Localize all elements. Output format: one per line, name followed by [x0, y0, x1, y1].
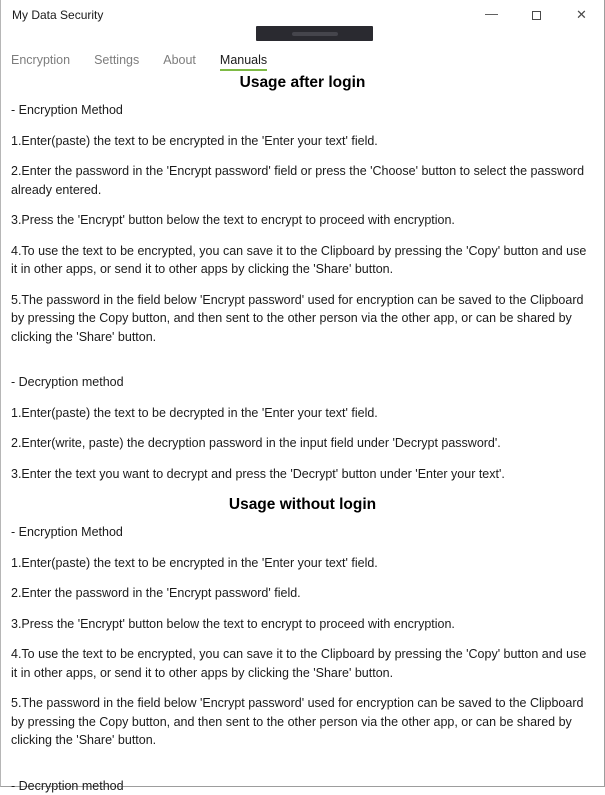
minimize-icon: —	[485, 6, 498, 21]
paragraph: - Decryption method	[11, 373, 594, 392]
paragraph: 3.Enter the text you want to decrypt and press the 'Decrypt' button under 'Enter your text'.	[11, 465, 594, 484]
paragraph: 2.Enter the password in the 'Encrypt password' field.	[11, 584, 594, 603]
paragraph: 2.Enter(write, paste) the decryption password in the input field under 'Decrypt password'.	[11, 434, 594, 453]
paragraph: 4.To use the text to be encrypted, you can save it to the Clipboard by pressing the 'Copy' button and use it in other apps, or send it to other apps by clicking the 'Share' button.	[11, 242, 594, 279]
close-icon: ✕	[576, 7, 587, 23]
tab-encryption[interactable]: Encryption	[11, 52, 70, 68]
banner-handle-icon	[292, 32, 338, 36]
paragraph: 3.Press the 'Encrypt' button below the text to encrypt to proceed with encryption.	[11, 615, 594, 634]
minimize-button[interactable]	[469, 0, 514, 30]
paragraph: - Encryption Method	[11, 523, 594, 542]
tab-manuals[interactable]: Manuals	[220, 52, 267, 71]
paragraph: 2.Enter the password in the 'Encrypt password' field or press the 'Choose' button to select the password already entered.	[11, 162, 594, 199]
paragraph: 4.To use the text to be encrypted, you can save it to the Clipboard by pressing the 'Copy' button and use it in other apps, or send it to other apps by clicking the 'Share' button.	[11, 645, 594, 682]
paragraph: 1.Enter(paste) the text to be decrypted in the 'Enter your text' field.	[11, 404, 594, 423]
close-button[interactable]	[559, 0, 604, 30]
maximize-button[interactable]	[514, 0, 559, 30]
paragraph: 5.The password in the field below 'Encrypt password' used for encryption can be saved to the Clipboard by pressing the Copy button, and then sent to the other person via the other app, or can be shared by clicking the 'Share' button.	[11, 291, 594, 347]
tab-bar	[1, 52, 604, 72]
window-controls	[469, 0, 604, 30]
collapsed-banner	[256, 26, 373, 41]
tab-settings[interactable]: Settings	[94, 52, 139, 68]
section-heading-usage-after-login: Usage after login	[11, 73, 594, 92]
paragraph: 1.Enter(paste) the text to be encrypted in the 'Enter your text' field.	[11, 132, 594, 151]
paragraph: - Encryption Method	[11, 101, 594, 120]
tab-about[interactable]: About	[163, 52, 196, 68]
paragraph: 1.Enter(paste) the text to be encrypted in the 'Enter your text' field.	[11, 554, 594, 573]
paragraph: - Decryption method	[11, 777, 594, 795]
paragraph: 3.Press the 'Encrypt' button below the text to encrypt to proceed with encryption.	[11, 211, 594, 230]
manual-content	[1, 73, 604, 795]
paragraph: 5.The password in the field below 'Encrypt password' used for encryption can be saved to the Clipboard by pressing the Copy button, and then sent to the other person via the other app, or can be shared by clicking the 'Share' button.	[11, 694, 594, 750]
window-title: My Data Security	[1, 8, 469, 22]
section-heading-usage-without-login: Usage without login	[11, 495, 594, 514]
maximize-icon	[532, 11, 541, 20]
